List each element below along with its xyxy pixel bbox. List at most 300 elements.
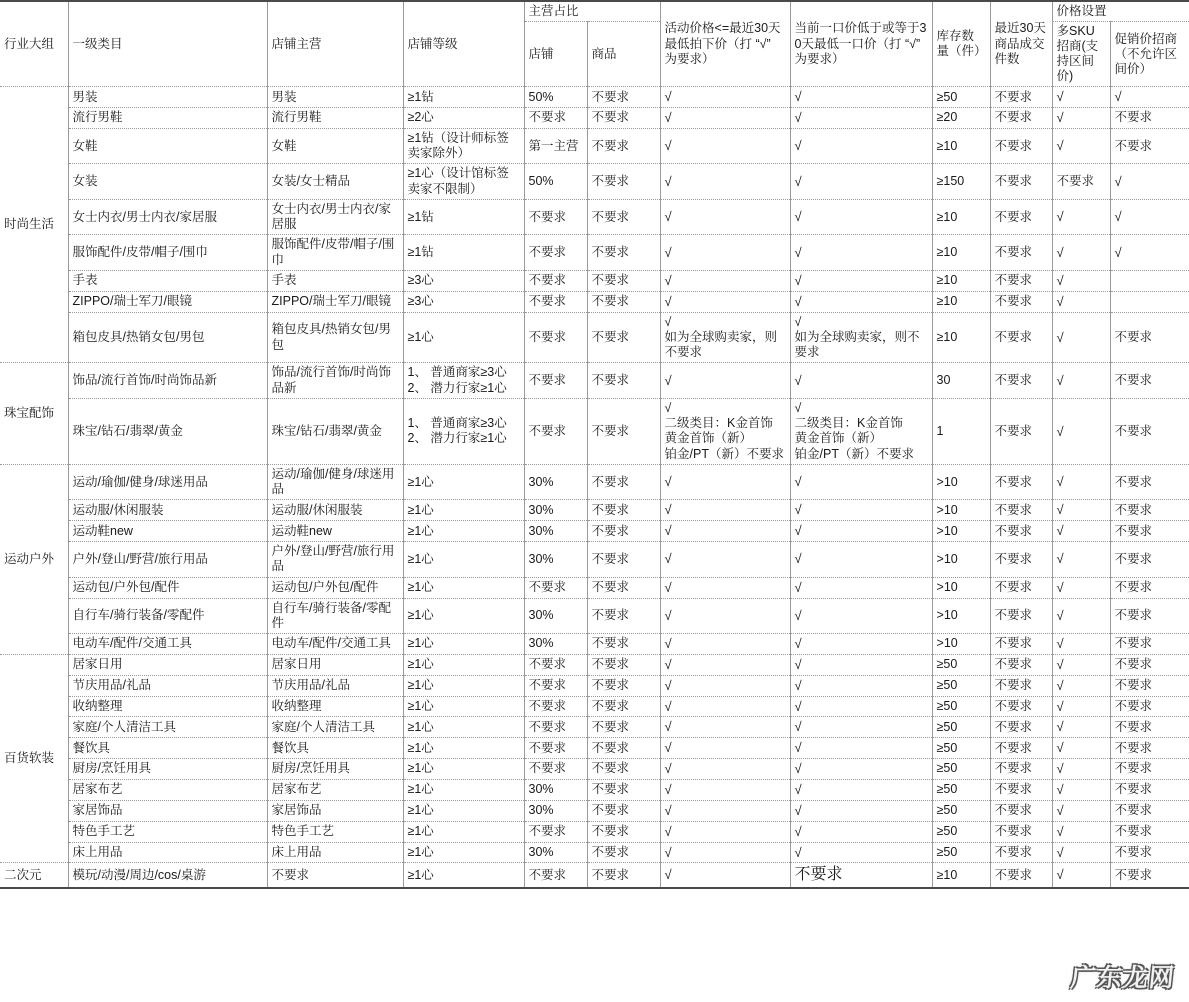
- cell-activity-price: √: [660, 675, 790, 696]
- cell-shop-level: ≥1心: [403, 863, 524, 888]
- cell-ratio-shop: 30%: [524, 521, 587, 542]
- cell-ratio-shop: 不要求: [524, 577, 587, 598]
- cell-ratio-shop: 第一主营: [524, 128, 587, 164]
- cell-current-price: √: [790, 235, 932, 271]
- cell-category-level1: 床上用品: [68, 842, 267, 863]
- cell-shop-main: 节庆用品/礼品: [267, 675, 403, 696]
- cell-category-level1: 运动包/户外包/配件: [68, 577, 267, 598]
- cell-current-price: 不要求: [790, 863, 932, 888]
- cell-promo-price: 不要求: [1110, 521, 1189, 542]
- cell-category-level1: 女士内衣/男士内衣/家居服: [68, 199, 267, 235]
- table-row: [0, 634, 1189, 655]
- header-shop-level: 店铺等级: [403, 1, 524, 87]
- cell-shop-level: ≥1心: [403, 312, 524, 363]
- cell-multi-sku: √: [1052, 842, 1110, 863]
- cell-ratio-shop: 不要求: [524, 270, 587, 291]
- cell-deal-count: 不要求: [990, 759, 1052, 780]
- cell-promo-price: 不要求: [1110, 675, 1189, 696]
- cell-ratio-shop: 不要求: [524, 696, 587, 717]
- cell-ratio-item: 不要求: [587, 87, 660, 108]
- cell-stock: ≥50: [932, 675, 990, 696]
- cell-stock: ≥10: [932, 270, 990, 291]
- cell-multi-sku: √: [1052, 235, 1110, 271]
- cell-stock: ≥50: [932, 780, 990, 801]
- cell-promo-price: 不要求: [1110, 464, 1189, 500]
- header-deal-count: 最近30天商品成交件数: [990, 1, 1052, 87]
- table-row: [0, 521, 1189, 542]
- table-row: [0, 842, 1189, 863]
- cell-shop-main: 运动包/户外包/配件: [267, 577, 403, 598]
- cell-promo-price: 不要求: [1110, 542, 1189, 578]
- cell-ratio-shop: 不要求: [524, 398, 587, 464]
- cell-activity-price: √: [660, 717, 790, 738]
- cell-shop-main: 女装/女士精品: [267, 164, 403, 200]
- table-row: [0, 500, 1189, 521]
- header-category-level1: 一级类目: [68, 1, 267, 87]
- cell-promo-price: 不要求: [1110, 634, 1189, 655]
- cell-ratio-item: 不要求: [587, 821, 660, 842]
- cell-category-level1: 电动车/配件/交通工具: [68, 634, 267, 655]
- cell-activity-price: √: [660, 108, 790, 129]
- cell-shop-level: ≥1钻: [403, 87, 524, 108]
- cell-category-level1: 特色手工艺: [68, 821, 267, 842]
- cell-current-price: √: [790, 675, 932, 696]
- cell-stock: ≥10: [932, 291, 990, 312]
- cell-ratio-item: 不要求: [587, 128, 660, 164]
- cell-activity-price: √: [660, 598, 790, 634]
- cell-shop-main: 床上用品: [267, 842, 403, 863]
- cell-multi-sku: √: [1052, 675, 1110, 696]
- cell-activity-price: √: [660, 696, 790, 717]
- table-row: [0, 108, 1189, 129]
- cell-deal-count: 不要求: [990, 821, 1052, 842]
- cell-stock: ≥50: [932, 738, 990, 759]
- cell-activity-price: √: [660, 87, 790, 108]
- header-price-setting-group: 价格设置: [1052, 1, 1189, 22]
- cell-deal-count: 不要求: [990, 598, 1052, 634]
- cell-stock: ≥10: [932, 312, 990, 363]
- cell-stock: ≥50: [932, 759, 990, 780]
- cell-ratio-item: 不要求: [587, 521, 660, 542]
- cell-deal-count: 不要求: [990, 128, 1052, 164]
- cell-deal-count: 不要求: [990, 164, 1052, 200]
- cell-stock: >10: [932, 500, 990, 521]
- cell-ratio-item: 不要求: [587, 164, 660, 200]
- cell-multi-sku: √: [1052, 542, 1110, 578]
- cell-promo-price: 不要求: [1110, 363, 1189, 399]
- cell-category-level1: 女装: [68, 164, 267, 200]
- cell-multi-sku: √: [1052, 598, 1110, 634]
- cell-deal-count: 不要求: [990, 398, 1052, 464]
- cell-multi-sku: √: [1052, 759, 1110, 780]
- cell-category-level1: 户外/登山/野营/旅行用品: [68, 542, 267, 578]
- watermark-text: 广东龙网: [1069, 963, 1177, 992]
- table-row: [0, 87, 1189, 108]
- table-row: [0, 780, 1189, 801]
- cell-multi-sku: √: [1052, 863, 1110, 888]
- cell-current-price: √: [790, 800, 932, 821]
- cell-stock: ≥150: [932, 164, 990, 200]
- cell-multi-sku: √: [1052, 270, 1110, 291]
- cell-stock: ≥50: [932, 800, 990, 821]
- cell-deal-count: 不要求: [990, 199, 1052, 235]
- cell-current-price: √: [790, 291, 932, 312]
- cell-shop-main: 饰品/流行首饰/时尚饰品新: [267, 363, 403, 399]
- cell-deal-count: 不要求: [990, 87, 1052, 108]
- cell-multi-sku: √: [1052, 312, 1110, 363]
- cell-ratio-item: 不要求: [587, 199, 660, 235]
- cell-multi-sku: 不要求: [1052, 164, 1110, 200]
- cell-stock: >10: [932, 521, 990, 542]
- cell-activity-price: √: [660, 780, 790, 801]
- cell-category-level1: 运动/瑜伽/健身/球迷用品: [68, 464, 267, 500]
- cell-category-level1: 模玩/动漫/周边/cos/桌游: [68, 863, 267, 888]
- cell-shop-main: 厨房/烹饪用具: [267, 759, 403, 780]
- cell-shop-level: ≥1心: [403, 759, 524, 780]
- table-row: [0, 738, 1189, 759]
- cell-shop-level: ≥1心: [403, 542, 524, 578]
- table-row: [0, 696, 1189, 717]
- cell-category-level1: 家庭/个人清洁工具: [68, 717, 267, 738]
- cell-current-price: √: [790, 363, 932, 399]
- table-row: [0, 398, 1189, 464]
- cell-deal-count: 不要求: [990, 800, 1052, 821]
- cell-ratio-item: 不要求: [587, 696, 660, 717]
- cell-shop-main: 居家布艺: [267, 780, 403, 801]
- table-row: [0, 863, 1189, 888]
- cell-promo-price: 不要求: [1110, 654, 1189, 675]
- cell-current-price: √: [790, 738, 932, 759]
- cell-deal-count: 不要求: [990, 780, 1052, 801]
- cell-shop-main: 运动/瑜伽/健身/球迷用品: [267, 464, 403, 500]
- cell-ratio-shop: 30%: [524, 464, 587, 500]
- cell-current-price: √: [790, 821, 932, 842]
- cell-stock: 1: [932, 398, 990, 464]
- cell-category-level1: 家居饰品: [68, 800, 267, 821]
- cell-shop-level: 1、 普通商家≥3心 2、 潜力行家≥1心: [403, 398, 524, 464]
- header-ratio-item: 商品: [587, 22, 660, 87]
- table-row: [0, 577, 1189, 598]
- cell-ratio-item: 不要求: [587, 675, 660, 696]
- cell-activity-price: √ 如为全球购卖家，则不要求: [660, 312, 790, 363]
- table-row: [0, 235, 1189, 271]
- cell-shop-main: 运动鞋new: [267, 521, 403, 542]
- cell-promo-price: 不要求: [1110, 108, 1189, 129]
- cell-ratio-shop: 不要求: [524, 675, 587, 696]
- cell-activity-price: √: [660, 800, 790, 821]
- cell-ratio-shop: 不要求: [524, 108, 587, 129]
- cell-ratio-shop: 不要求: [524, 291, 587, 312]
- cell-category-level1: 节庆用品/礼品: [68, 675, 267, 696]
- cell-activity-price: √: [660, 270, 790, 291]
- cell-promo-price: 不要求: [1110, 500, 1189, 521]
- cell-promo-price: [1110, 270, 1189, 291]
- header-stock-quantity: 库存数量（件）: [932, 1, 990, 87]
- cell-ratio-shop: 不要求: [524, 363, 587, 399]
- cell-stock: >10: [932, 464, 990, 500]
- cell-current-price: √: [790, 577, 932, 598]
- cell-activity-price: √: [660, 464, 790, 500]
- cell-ratio-item: 不要求: [587, 363, 660, 399]
- cell-multi-sku: √: [1052, 87, 1110, 108]
- cell-deal-count: 不要求: [990, 464, 1052, 500]
- table-row: [0, 270, 1189, 291]
- cell-activity-price: √: [660, 634, 790, 655]
- cell-category-level1: 珠宝/钻石/翡翠/黄金: [68, 398, 267, 464]
- cell-shop-main: 男装: [267, 87, 403, 108]
- cell-deal-count: 不要求: [990, 521, 1052, 542]
- table-row: [0, 542, 1189, 578]
- cell-promo-price: 不要求: [1110, 696, 1189, 717]
- cell-ratio-shop: 不要求: [524, 738, 587, 759]
- cell-ratio-shop: 不要求: [524, 759, 587, 780]
- cell-ratio-item: 不要求: [587, 654, 660, 675]
- cell-shop-main: 户外/登山/野营/旅行用品: [267, 542, 403, 578]
- cell-activity-price: √: [660, 363, 790, 399]
- table-row: [0, 800, 1189, 821]
- cell-shop-level: ≥1钻: [403, 235, 524, 271]
- cell-shop-level: ≥1心: [403, 696, 524, 717]
- cell-shop-main: 女鞋: [267, 128, 403, 164]
- cell-stock: ≥10: [932, 235, 990, 271]
- cell-ratio-shop: 不要求: [524, 312, 587, 363]
- table-row: [0, 199, 1189, 235]
- cell-shop-level: ≥1心: [403, 675, 524, 696]
- cell-category-level1: 运动鞋new: [68, 521, 267, 542]
- cell-current-price: √: [790, 464, 932, 500]
- cell-shop-level: ≥1钻: [403, 199, 524, 235]
- cell-deal-count: 不要求: [990, 717, 1052, 738]
- cell-category-level1: 男装: [68, 87, 267, 108]
- cell-deal-count: 不要求: [990, 654, 1052, 675]
- cell-stock: ≥50: [932, 696, 990, 717]
- cell-activity-price: √: [660, 291, 790, 312]
- cell-deal-count: 不要求: [990, 842, 1052, 863]
- cell-category-level1: 居家布艺: [68, 780, 267, 801]
- cell-deal-count: 不要求: [990, 363, 1052, 399]
- table-row: [0, 654, 1189, 675]
- cell-stock: ≥10: [932, 863, 990, 888]
- cell-promo-price: 不要求: [1110, 759, 1189, 780]
- cell-shop-level: ≥1心: [403, 654, 524, 675]
- cell-deal-count: 不要求: [990, 108, 1052, 129]
- cell-stock: ≥50: [932, 821, 990, 842]
- cell-category-level1: 流行男鞋: [68, 108, 267, 129]
- cell-activity-price: √: [660, 521, 790, 542]
- cell-activity-price: √: [660, 500, 790, 521]
- cell-deal-count: 不要求: [990, 577, 1052, 598]
- cell-multi-sku: √: [1052, 291, 1110, 312]
- cell-ratio-item: 不要求: [587, 759, 660, 780]
- table-header-top-row: [0, 1, 1189, 22]
- cell-ratio-shop: 30%: [524, 780, 587, 801]
- cell-shop-main: ZIPPO/瑞士军刀/眼镜: [267, 291, 403, 312]
- cell-ratio-shop: 30%: [524, 842, 587, 863]
- cell-stock: ≥50: [932, 87, 990, 108]
- cell-ratio-item: 不要求: [587, 235, 660, 271]
- cell-shop-level: ≥1心（设计馆标签卖家不限制）: [403, 164, 524, 200]
- cell-category-level1: 箱包皮具/热销女包/男包: [68, 312, 267, 363]
- cell-multi-sku: √: [1052, 363, 1110, 399]
- cell-category-level1: 收纳整理: [68, 696, 267, 717]
- cell-stock: ≥10: [932, 199, 990, 235]
- cell-shop-main: 运动服/休闲服装: [267, 500, 403, 521]
- table-row: [0, 291, 1189, 312]
- cell-category-level1: 居家日用: [68, 654, 267, 675]
- cell-ratio-shop: 不要求: [524, 654, 587, 675]
- cell-ratio-item: 不要求: [587, 780, 660, 801]
- cell-shop-level: ≥1心: [403, 577, 524, 598]
- cell-multi-sku: √: [1052, 717, 1110, 738]
- header-shop-main: 店铺主营: [267, 1, 403, 87]
- cell-shop-level: ≥1心: [403, 634, 524, 655]
- cell-activity-price: √: [660, 654, 790, 675]
- table-row: [0, 464, 1189, 500]
- cell-stock: >10: [932, 577, 990, 598]
- cell-activity-price: √: [660, 542, 790, 578]
- cell-promo-price: 不要求: [1110, 800, 1189, 821]
- cell-promo-price: 不要求: [1110, 717, 1189, 738]
- cell-current-price: √: [790, 759, 932, 780]
- cell-ratio-shop: 不要求: [524, 235, 587, 271]
- header-promo-price: 促销价招商（不允许区间价）: [1110, 22, 1189, 87]
- cell-promo-price: √: [1110, 164, 1189, 200]
- cell-shop-level: 1、 普通商家≥3心 2、 潜力行家≥1心: [403, 363, 524, 399]
- cell-industry-group: 百货软装: [0, 654, 68, 863]
- cell-current-price: √: [790, 87, 932, 108]
- cell-current-price: √: [790, 696, 932, 717]
- cell-current-price: √ 二级类目：K金首饰 黄金首饰（新） 铂金/PT（新）不要求: [790, 398, 932, 464]
- cell-multi-sku: √: [1052, 521, 1110, 542]
- cell-multi-sku: √: [1052, 654, 1110, 675]
- table-row: [0, 821, 1189, 842]
- cell-deal-count: 不要求: [990, 738, 1052, 759]
- cell-deal-count: 不要求: [990, 634, 1052, 655]
- header-industry-group: 行业大组: [0, 1, 68, 87]
- table-row: [0, 312, 1189, 363]
- cell-current-price: √: [790, 521, 932, 542]
- cell-ratio-shop: 不要求: [524, 863, 587, 888]
- cell-shop-main: 女士内衣/男士内衣/家居服: [267, 199, 403, 235]
- cell-current-price: √: [790, 164, 932, 200]
- cell-activity-price: √: [660, 164, 790, 200]
- cell-activity-price: √: [660, 199, 790, 235]
- cell-shop-main: 餐饮具: [267, 738, 403, 759]
- cell-stock: >10: [932, 542, 990, 578]
- cell-activity-price: √ 二级类目：K金首饰 黄金首饰（新） 铂金/PT（新）不要求: [660, 398, 790, 464]
- cell-multi-sku: √: [1052, 634, 1110, 655]
- cell-current-price: √: [790, 842, 932, 863]
- cell-ratio-item: 不要求: [587, 717, 660, 738]
- cell-current-price: √: [790, 199, 932, 235]
- cell-multi-sku: √: [1052, 780, 1110, 801]
- cell-shop-main: 自行车/骑行装备/零配件: [267, 598, 403, 634]
- cell-shop-level: ≥1心: [403, 717, 524, 738]
- table-row: [0, 128, 1189, 164]
- cell-ratio-item: 不要求: [587, 738, 660, 759]
- cell-category-level1: 厨房/烹饪用具: [68, 759, 267, 780]
- cell-activity-price: √: [660, 759, 790, 780]
- header-activity-price: 活动价格<=最近30天最低拍下价（打 “√” 为要求）: [660, 1, 790, 87]
- header-current-price: 当前一口价低于或等于30天最低一口价（打 “√” 为要求）: [790, 1, 932, 87]
- cell-stock: ≥50: [932, 842, 990, 863]
- cell-ratio-shop: 50%: [524, 164, 587, 200]
- cell-shop-main: 箱包皮具/热销女包/男包: [267, 312, 403, 363]
- cell-deal-count: 不要求: [990, 312, 1052, 363]
- cell-shop-main: 家居饰品: [267, 800, 403, 821]
- cell-ratio-item: 不要求: [587, 577, 660, 598]
- cell-shop-main: 特色手工艺: [267, 821, 403, 842]
- cell-current-price: √: [790, 270, 932, 291]
- cell-promo-price: 不要求: [1110, 863, 1189, 888]
- cell-activity-price: √: [660, 738, 790, 759]
- cell-deal-count: 不要求: [990, 500, 1052, 521]
- table-row: [0, 598, 1189, 634]
- cell-multi-sku: √: [1052, 199, 1110, 235]
- cell-multi-sku: √: [1052, 500, 1110, 521]
- cell-multi-sku: √: [1052, 464, 1110, 500]
- cell-ratio-shop: 30%: [524, 634, 587, 655]
- cell-stock: 30: [932, 363, 990, 399]
- cell-promo-price: [1110, 291, 1189, 312]
- table-row: [0, 164, 1189, 200]
- cell-promo-price: 不要求: [1110, 842, 1189, 863]
- table-row: [0, 363, 1189, 399]
- cell-shop-level: ≥1心: [403, 500, 524, 521]
- cell-shop-main: 服饰配件/皮带/帽子/围巾: [267, 235, 403, 271]
- table-body: [0, 87, 1189, 888]
- cell-promo-price: √: [1110, 199, 1189, 235]
- cell-industry-group: 珠宝配饰: [0, 363, 68, 465]
- cell-current-price: √ 如为全球购卖家，则不要求: [790, 312, 932, 363]
- cell-multi-sku: √: [1052, 577, 1110, 598]
- cell-ratio-shop: 不要求: [524, 717, 587, 738]
- cell-ratio-item: 不要求: [587, 291, 660, 312]
- cell-industry-group: 时尚生活: [0, 87, 68, 363]
- cell-deal-count: 不要求: [990, 291, 1052, 312]
- cell-current-price: √: [790, 542, 932, 578]
- cell-current-price: √: [790, 108, 932, 129]
- cell-ratio-item: 不要求: [587, 398, 660, 464]
- cell-current-price: √: [790, 598, 932, 634]
- cell-shop-main: 收纳整理: [267, 696, 403, 717]
- cell-shop-level: ≥3心: [403, 291, 524, 312]
- cell-multi-sku: √: [1052, 738, 1110, 759]
- cell-promo-price: 不要求: [1110, 821, 1189, 842]
- table-row: [0, 759, 1189, 780]
- cell-ratio-item: 不要求: [587, 312, 660, 363]
- cell-multi-sku: √: [1052, 821, 1110, 842]
- cell-multi-sku: √: [1052, 800, 1110, 821]
- header-multi-sku: 多SKU招商(支持区间价): [1052, 22, 1110, 87]
- cell-multi-sku: √: [1052, 128, 1110, 164]
- cell-current-price: √: [790, 654, 932, 675]
- cell-promo-price: 不要求: [1110, 398, 1189, 464]
- cell-shop-main: 流行男鞋: [267, 108, 403, 129]
- cell-current-price: √: [790, 128, 932, 164]
- cell-ratio-shop: 30%: [524, 542, 587, 578]
- cell-category-level1: 手表: [68, 270, 267, 291]
- cell-current-price: √: [790, 500, 932, 521]
- cell-ratio-item: 不要求: [587, 634, 660, 655]
- cell-activity-price: √: [660, 842, 790, 863]
- cell-stock: ≥10: [932, 128, 990, 164]
- cell-multi-sku: √: [1052, 108, 1110, 129]
- cell-stock: ≥50: [932, 717, 990, 738]
- cell-promo-price: 不要求: [1110, 312, 1189, 363]
- cell-ratio-item: 不要求: [587, 542, 660, 578]
- cell-deal-count: 不要求: [990, 696, 1052, 717]
